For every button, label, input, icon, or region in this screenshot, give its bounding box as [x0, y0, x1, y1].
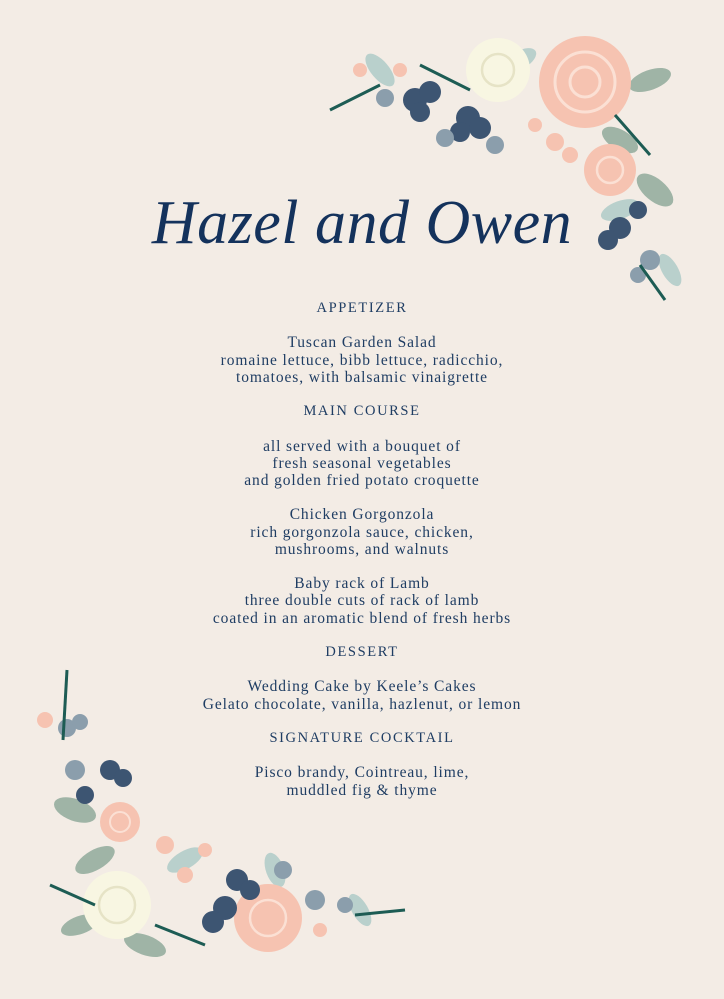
menu-item	[0, 764, 724, 798]
menu-item-description: and golden fried potato croquette	[244, 471, 480, 489]
menu-item-description: tomatoes, with balsamic vinaigrette	[236, 368, 488, 386]
menu-item-description: Gelato chocolate, vanilla, hazlenut, or lemon	[202, 695, 522, 713]
floral-corner-top-right	[320, 30, 700, 310]
menu-item	[0, 506, 724, 558]
menu-item-description: mushrooms, and walnuts	[274, 540, 450, 558]
menu-item	[0, 334, 724, 386]
rose-cream	[466, 38, 530, 102]
menu-item-name: all served with a bouquet of	[263, 437, 461, 455]
menu-item-description: fresh seasonal vegetables	[272, 454, 452, 472]
menu-item	[0, 438, 724, 490]
section-heading: DESSERT	[325, 643, 399, 660]
couple-names-title: Hazel and Owen	[151, 189, 573, 257]
rose-peach-large	[539, 36, 631, 128]
menu-item-description: three double cuts of rack of lamb	[244, 592, 480, 610]
menu-item-description: muddled fig & thyme	[286, 781, 438, 799]
menu-item-description: romaine lettuce, bibb lettuce, radicchio,	[220, 351, 504, 369]
section-heading: MAIN COURSE	[303, 403, 421, 420]
menu-item	[0, 678, 724, 712]
menu-item-name: Wedding Cake by Keele’s Cakes	[247, 678, 477, 696]
menu-section	[0, 300, 724, 386]
menu-item-name: Pisco brandy, Cointreau, lime,	[254, 764, 470, 782]
section-heading: SIGNATURE COCKTAIL	[269, 729, 455, 746]
menu-section	[0, 644, 724, 713]
menu-item-description: coated in an aromatic blend of fresh herbs	[212, 609, 512, 627]
menu-item	[0, 575, 724, 627]
section-heading: APPETIZER	[316, 300, 408, 316]
menu-item-description: rich gorgonzola sauce, chicken,	[250, 523, 474, 541]
menu-item-name: Baby rack of Lamb	[294, 575, 430, 593]
menu-section	[0, 730, 724, 799]
menu-item-name: Tuscan Garden Salad	[287, 334, 437, 352]
menu-section	[0, 403, 724, 627]
menu	[0, 300, 724, 816]
menu-item-name: Chicken Gorgonzola	[289, 506, 435, 524]
